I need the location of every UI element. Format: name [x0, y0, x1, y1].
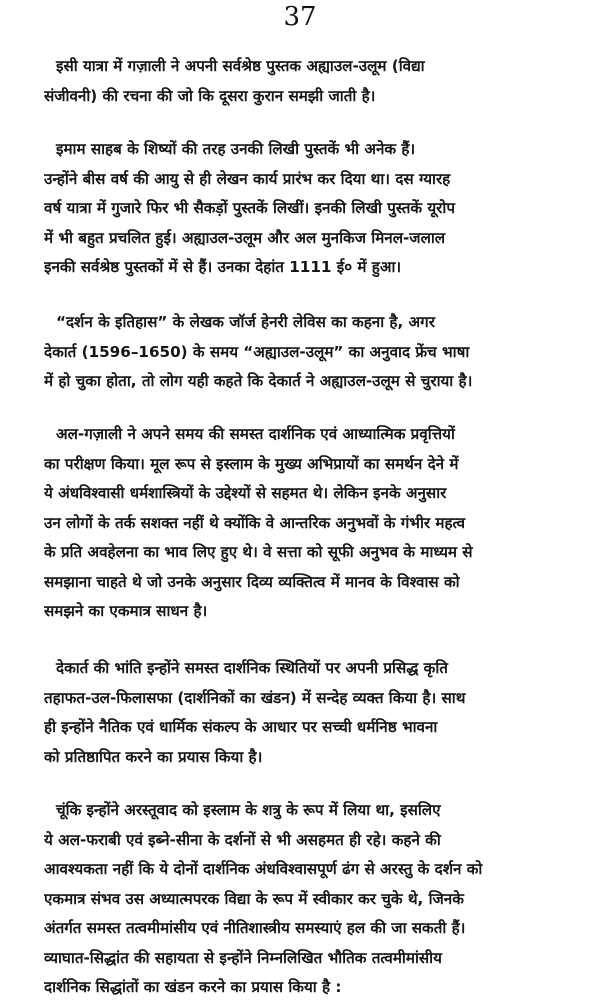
paragraph-line: में हो चुका होता, तो लोग यही कहते कि देकार्त ने अह्याउल-उलूम से चुराया है।: [44, 372, 473, 390]
paragraph-line: देकार्त की भांति इन्होंने समस्त दार्शनिक स्थितियों पर अपनी प्रसिद्ध कृति: [56, 659, 448, 677]
paragraph-5: [44, 654, 594, 772]
paragraph-line: समझने का एकमात्र साधन है।: [44, 602, 208, 620]
paragraph-line: उन्होंने बीस वर्ष की आयु से ही लेखन कार्य प्रारंभ कर दिया था। दस ग्यारह: [44, 169, 451, 188]
paragraph-1: [44, 52, 594, 111]
paragraph-line: दार्शनिक सिद्धांतों का खंडन करने का प्रयास किया है :: [44, 978, 342, 996]
paragraph-line: ये अंधविश्वासी धर्मशास्त्रियों के उद्देश्यों से सहमत थे। लेकिन इनके अनुसार: [44, 484, 447, 502]
paragraph-line: उन लोगों के तर्क सशक्त नहीं थे क्योंकि वे आन्तरिक अनुभवों के गंभीर महत्व: [44, 513, 466, 532]
paragraph-line: अंतर्गत समस्त तत्वमीमांसीय एवं नीतिशास्त्रीय समस्याएं हल की जा सकती हैं।: [44, 919, 466, 937]
paragraph-line: संजीवनी) की रचना की जो कि दूसरा कुरान समझी जाती है।: [44, 86, 376, 105]
paragraph-line: “दर्शन के इतिहास” के लेखक जॉर्ज हेनरी लेविस का कहना है, अगर: [56, 313, 435, 331]
paragraph-line: में भी बहुत प्रचलित हुई। अह्याउल-उलूम और अल मुनकिज मिनल-जलाल: [44, 228, 446, 247]
paragraph-line: आवश्यकता नहीं कि ये दोनों दार्शनिक अंधविश्वासपूर्ण ढंग से अरस्तु के दर्शन को: [44, 860, 483, 878]
paragraph-3: [44, 308, 594, 397]
paragraph-line: वर्ष यात्रा में गुजारे फिर भी सैकड़ों पुस्तकें लिखीं। इनकी लिखी पुस्तकें यूरोप: [44, 199, 455, 217]
paragraph-line: को प्रतिष्ठापित करने का प्रयास किया है।: [44, 747, 263, 766]
paragraph-line: के प्रति अवहेलना का भाव लिए हुए थे। वे सत्ता को सूफी अनुभव के माध्यम से: [44, 543, 473, 561]
paragraph-line: व्याघात-सिद्धांत की सहायता से इन्होंने निम्नलिखित भौतिक तत्वमीमांसीय: [44, 948, 442, 967]
paragraph-2: [44, 135, 594, 283]
paragraph-line: तहाफत-उल-फिलासफा (दार्शनिकों का खंडन) में सन्देह व्यक्त किया है। साथ: [44, 688, 466, 707]
paragraph-line: का परीक्षण किया। मूल रूप से इस्लाम के मुख्य अभिप्रायों का समर्थन देने में: [44, 454, 459, 473]
paragraph-line: ही इन्होंने नैतिक एवं धार्मिक संकल्प के आधार पर सच्ची धर्मनिष्ठ भावना: [44, 718, 438, 736]
paragraph-line: देकार्त (1596–1650) के समय “अह्याउल-उलूम” का अनुवाद फ्रेंच भाषा: [44, 342, 470, 361]
paragraph-line: ये अल-फराबी एवं इब्ने-सीना के दर्शनों से भी असहमत ही रहे। कहने की: [44, 830, 441, 849]
paragraph-line: चूंकि इन्होंने अरस्तूवाद को इस्लाम के शत्रु के रूप में लिया था, इसलिए: [56, 801, 441, 819]
paragraph-6: [44, 796, 594, 1003]
paragraph-4: [44, 420, 594, 627]
paragraph-line: इसी यात्रा में गज़ाली ने अपनी सर्वश्रेष्ठ पुस्तक अह्याउल-उलूम (विद्या: [56, 57, 425, 75]
paragraph-line: इमाम साहब के शिष्यों की तरह उनकी लिखी पुस्तकें भी अनेक हैं।: [56, 140, 416, 158]
paragraph-line: समझाना चाहते थे जो उनके अनुसार दिव्य व्यक्तित्व में मानव के विश्वास को: [44, 572, 460, 591]
paragraph-line: अल-गज़ाली ने अपने समय की समस्त दार्शनिक एवं आध्यात्मिक प्रवृत्तियों: [56, 425, 455, 443]
paragraph-line: एकमात्र संभव उस अध्यात्मपरक विद्या के रूप में स्वीकार कर चुके थे, जिनके: [44, 889, 464, 908]
paragraph-line: इनकी सर्वश्रेष्ठ पुस्तकों में से हैं। उनका देहांत 1111 ई० में हुआ।: [44, 258, 402, 276]
page-number: 37: [283, 2, 317, 32]
